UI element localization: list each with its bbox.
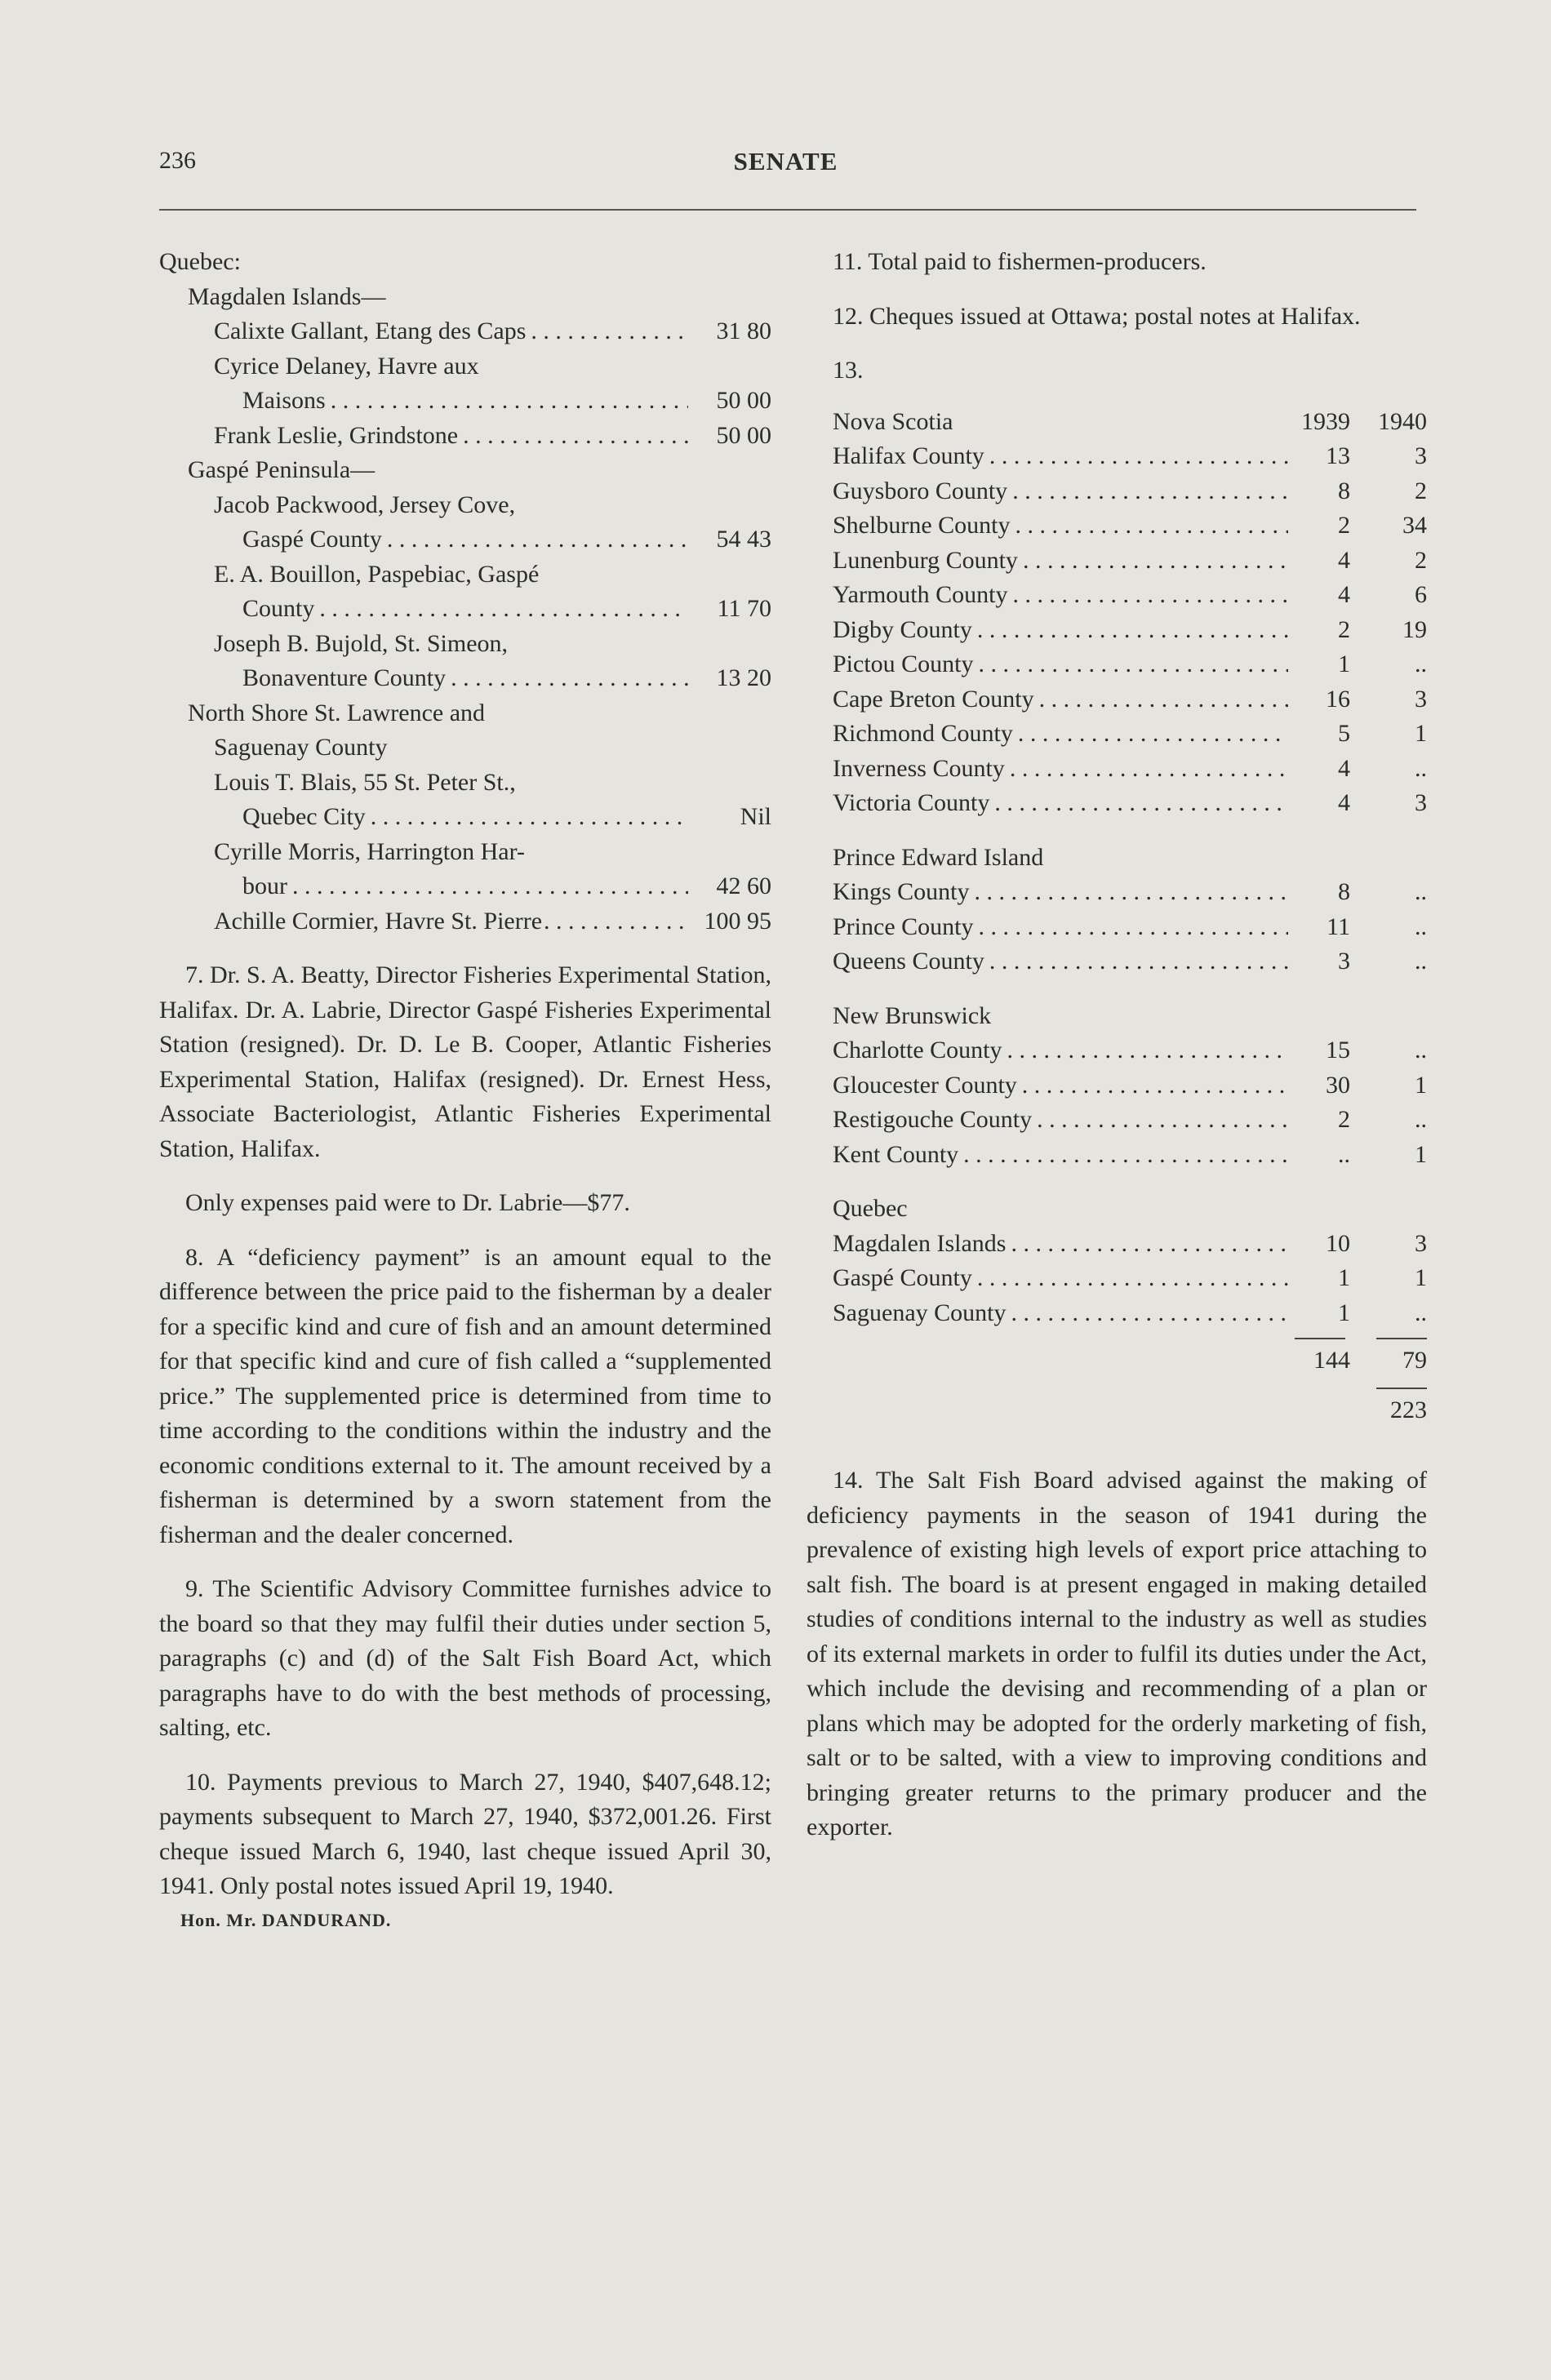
county-name: Inverness County <box>833 754 1005 782</box>
grand-total-row <box>807 1393 1427 1428</box>
leader-dots <box>977 1261 1288 1296</box>
value-1939: 4 <box>1338 581 1350 608</box>
county-row <box>807 439 1427 474</box>
value-1940: .. <box>1415 1106 1427 1133</box>
column-header-1940: 1940 <box>1378 407 1427 435</box>
county-row <box>807 1138 1427 1173</box>
value-1939: 16 <box>1326 685 1350 713</box>
payment-entry: Quebec City . . . Nil <box>159 800 771 835</box>
leader-dots <box>1011 1296 1288 1331</box>
county-name: Lunenburg County <box>833 546 1018 574</box>
county-row <box>807 682 1427 717</box>
paragraph-13: 13. <box>833 357 864 384</box>
value-1939: 3 <box>1338 948 1350 975</box>
payment-entry-name: Jacob Packwood, Jersey Cove, <box>214 491 516 518</box>
county-row <box>807 1296 1427 1331</box>
header-rule <box>159 209 1416 211</box>
county-row <box>807 613 1427 648</box>
county-name: Halifax County <box>833 442 984 469</box>
value-1939: 4 <box>1338 546 1350 574</box>
county-row <box>807 910 1427 945</box>
province-label: New Brunswick <box>833 1001 992 1029</box>
value-1940: .. <box>1415 948 1427 975</box>
leader-dots <box>989 944 1288 979</box>
value-1939: 2 <box>1338 512 1350 539</box>
page-number: 236 <box>159 147 196 174</box>
county-name: Richmond County <box>833 720 1013 747</box>
county-name: Gaspé County <box>833 1264 972 1291</box>
value-1940: .. <box>1415 754 1427 782</box>
county-name: Yarmouth County <box>833 581 1008 608</box>
payment-entry-name: Cyrice Delaney, Havre aux <box>214 352 479 380</box>
payment-entry: County . . . 11 70 <box>159 592 771 627</box>
value-1939: 2 <box>1338 1106 1350 1133</box>
leader-dots <box>1022 1068 1288 1103</box>
value-1940: 2 <box>1415 477 1427 504</box>
payment-entry: Maisons . . . 50 00 <box>159 384 771 419</box>
payment-entry-name: Cyrille Morris, Harrington Har- <box>214 837 525 865</box>
province-label: Quebec <box>833 1195 908 1222</box>
pei-rows <box>807 875 1427 979</box>
value-1939: 1 <box>1338 1299 1350 1326</box>
leader-dots <box>979 910 1289 945</box>
county-row <box>807 1227 1427 1262</box>
county-name: Charlotte County <box>833 1037 1002 1063</box>
value-1940: .. <box>1415 912 1427 940</box>
county-row <box>807 786 1427 821</box>
payment-entry-name: Joseph B. Bujold, St. Simeon, <box>214 629 509 657</box>
subsection-label: Gaspé Peninsula— <box>188 456 376 483</box>
county-name: Guysboro County <box>833 477 1008 504</box>
value-1940: 3 <box>1415 1229 1427 1257</box>
county-row <box>807 717 1427 752</box>
total-1939: 144 <box>1313 1347 1350 1374</box>
right-column <box>807 245 1427 1845</box>
page-header <box>159 147 1412 180</box>
leader-dots <box>1012 474 1288 509</box>
province-label: Prince Edward Island <box>833 843 1044 871</box>
value-1939: 8 <box>1338 878 1350 905</box>
column-header-1939: 1939 <box>1301 407 1350 435</box>
section-label: Quebec: <box>159 248 241 275</box>
paragraph-7: 7. Dr. S. A. Beatty, Director Fisheries Experimental Station, Halifax. Dr. A. Labrie, Director Gaspé Fisheries Experimental Station (resigned). Dr. D. Le B. Cooper, Atlantic Fisheries Experimental Station, Halifax (resigned). Dr. Ernest Hess, Associate Bacteriologist, Atlantic Fisheries Experimental Station, Halifax. <box>159 961 771 1162</box>
county-row <box>807 544 1427 579</box>
value-1939: 1 <box>1338 651 1350 677</box>
value-1940: 1 <box>1415 720 1427 747</box>
county-row <box>807 944 1427 979</box>
value-1939: 30 <box>1326 1071 1350 1099</box>
value-1939: 4 <box>1338 754 1350 782</box>
leader-dots <box>975 875 1288 910</box>
county-name: Saguenay County <box>833 1299 1007 1326</box>
county-name: Pictou County <box>833 651 974 677</box>
value-1939: 4 <box>1338 789 1350 816</box>
value-1940: .. <box>1415 1299 1427 1326</box>
value-1940: 3 <box>1415 789 1427 816</box>
payment-entry-name: Louis T. Blais, 55 St. Peter St., <box>214 768 516 796</box>
paragraph-7b: Only expenses paid were to Dr. Labrie—$77. <box>185 1189 630 1216</box>
county-row <box>807 1103 1427 1138</box>
leader-dots <box>1010 752 1288 787</box>
county-name: Kings County <box>833 878 970 905</box>
value-1939: 13 <box>1326 442 1350 469</box>
payment-entry: Calixte Gallant, Etang des Caps . . . 31 80 <box>159 314 771 349</box>
paragraph-9: 9. The Scientific Advisory Committee furnishes advice to the board so that they may fulfil their duties under section 5, paragraphs (c) and (d) of the Salt Fish Board Act, which paragraphs have to do with the best methods of processing, salting, etc. <box>159 1575 771 1741</box>
county-row <box>807 752 1427 787</box>
payment-entry: bour . . . 42 60 <box>159 869 771 904</box>
left-column <box>159 245 771 1937</box>
paragraph-8: 8. A “deficiency payment” is an amount equal to the difference between the price paid to the fisherman by a dealer for a specific kind and cure of fish and an amount determined for that specific kind and cure of fish called a “supplemented price.” The supplemented price is determined from time to time according to the conditions within the industry and the economic conditions external to it. The amount received by a fisherman is determined by a sworn statement from the fisherman and the dealer concerned. <box>159 1243 771 1548</box>
county-row <box>807 1261 1427 1296</box>
county-name: Prince County <box>833 912 974 940</box>
value-1940: 1 <box>1415 1140 1427 1168</box>
speaker-attribution: Hon. Mr. DANDURAND. <box>180 1909 392 1930</box>
payment-entry: Gaspé County . . . 54 43 <box>159 522 771 557</box>
county-name: Magdalen Islands <box>833 1229 1007 1257</box>
leader-dots <box>1018 717 1288 752</box>
county-name: Queens County <box>833 948 984 975</box>
leader-dots <box>1012 578 1288 613</box>
nova-scotia-rows <box>807 439 1427 821</box>
leader-dots <box>963 1138 1288 1173</box>
paragraph-11: 11. Total paid to fishermen-producers. <box>833 248 1207 275</box>
payment-entry: Bonaventure County . . . 13 20 <box>159 661 771 696</box>
subsection-label: Saguenay County <box>214 734 388 761</box>
leader-dots <box>1037 1103 1288 1138</box>
county-row <box>807 578 1427 613</box>
value-1939: .. <box>1338 1140 1350 1168</box>
value-1939: 11 <box>1327 912 1350 940</box>
quebec-rows <box>807 1227 1427 1331</box>
county-name: Victoria County <box>833 789 990 816</box>
value-1940: 1 <box>1415 1264 1427 1291</box>
table-header-row <box>807 405 1427 440</box>
leader-dots <box>1023 544 1288 579</box>
value-1940: 1 <box>1415 1071 1427 1099</box>
county-row <box>807 647 1427 682</box>
payment-entry: Achille Cormier, Havre St. Pierre . . . 100 95 <box>159 904 771 939</box>
province-label: Nova Scotia <box>833 407 953 435</box>
county-row <box>807 1033 1427 1068</box>
subsection-label: North Shore St. Lawrence and <box>188 699 486 726</box>
value-1939: 15 <box>1326 1037 1350 1063</box>
leader-dots <box>989 439 1288 474</box>
paragraph-12: 12. Cheques issued at Ottawa; postal notes at Halifax. <box>833 302 1361 330</box>
value-1940: 34 <box>1402 512 1427 539</box>
subtotal-rule <box>807 1334 1427 1343</box>
value-1940: .. <box>1415 1037 1427 1063</box>
county-name: Digby County <box>833 615 972 643</box>
leader-dots <box>979 647 1288 682</box>
payment-entry: Frank Leslie, Grindstone . . . 50 00 <box>159 419 771 454</box>
subtotal-row <box>807 1343 1427 1379</box>
payment-entry-name: E. A. Bouillon, Paspebiac, Gaspé <box>214 560 540 588</box>
new-brunswick-rows <box>807 1033 1427 1172</box>
value-1940: 3 <box>1415 442 1427 469</box>
paragraph-14: 14. The Salt Fish Board advised against the making of deficiency payments in the season of 1941 during the prevalence of existing high levels of export price attaching to salt fish. The board is at present engaged in making detailed studies of conditions internal to the industry as well as studies of its external markets in order to fulfil its duties under the Act, which include the devising and recommending of a plan or plans which may be adopted for the orderly marketing of fish, salt or to be salted, with a view to improving conditions and bringing greater returns to the primary producer and the exporter. <box>807 1467 1427 1841</box>
value-1940: 3 <box>1415 685 1427 713</box>
county-row <box>807 474 1427 509</box>
county-row <box>807 875 1427 910</box>
county-name: Kent County <box>833 1140 959 1168</box>
leader-dots <box>994 786 1288 821</box>
leader-dots <box>1015 508 1289 544</box>
value-1939: 1 <box>1338 1264 1350 1291</box>
grand-total-rule <box>807 1383 1427 1393</box>
value-1940: 6 <box>1415 581 1427 608</box>
leader-dots <box>1007 1033 1288 1068</box>
value-1939: 2 <box>1338 615 1350 643</box>
paragraph-10: 10. Payments previous to March 27, 1940, $407,648.12; payments subsequent to March 27, 1940, $372,001.26. First cheque issued March 6, 1940, last cheque issued April 30, 1941. Only postal notes issued April 19, 1940. <box>159 1768 771 1899</box>
leader-dots <box>1039 682 1288 717</box>
value-1939: 10 <box>1326 1229 1350 1257</box>
subsection-label: Magdalen Islands— <box>188 282 386 310</box>
value-1940: .. <box>1415 651 1427 677</box>
leader-dots <box>1011 1227 1288 1262</box>
county-name: Gloucester County <box>833 1071 1017 1099</box>
leader-dots <box>977 613 1288 648</box>
grand-total: 223 <box>1390 1396 1427 1423</box>
value-1939: 5 <box>1338 720 1350 747</box>
county-name: Shelburne County <box>833 512 1011 539</box>
value-1939: 8 <box>1338 477 1350 504</box>
county-row <box>807 1068 1427 1103</box>
county-row <box>807 508 1427 544</box>
running-head: SENATE <box>733 147 838 175</box>
total-1940: 79 <box>1402 1347 1427 1374</box>
county-name: Cape Breton County <box>833 685 1034 713</box>
value-1940: 2 <box>1415 546 1427 574</box>
value-1940: 19 <box>1402 615 1427 643</box>
value-1940: .. <box>1415 878 1427 905</box>
county-name: Restigouche County <box>833 1106 1033 1133</box>
